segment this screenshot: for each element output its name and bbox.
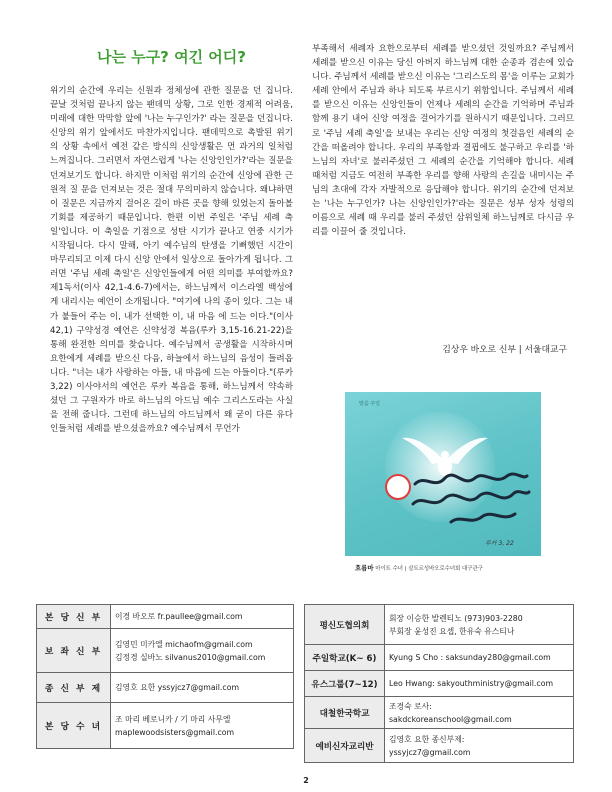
row-label: 본 당 신 부 [37,605,111,629]
staff-directory-table [36,604,294,749]
cover-footer [355,563,483,572]
row-label: 예비신자교리반 [305,729,385,763]
value-line: 김정경 실바노 silvanus2010@gmail.com [115,652,266,662]
value-line: 김영호 요한 종신부제: [389,734,465,744]
value-line: sakdckoreanschool@gmail.com [389,714,512,724]
row-label: 평신도협의회 [305,605,385,645]
row-label: 대철한국학교 [305,697,385,729]
handwriting-graphic [411,470,531,528]
table-row [37,673,294,703]
row-value [385,697,574,729]
value-line: 조 마리 베로니카 / 기 마리 사무엘 [115,714,231,724]
article-byline: 김상우 바오로 신부 | 서울대교구 [442,345,567,355]
value-line: 부회장 윤성진 요셉, 한유숙 유스티나 [389,626,515,636]
table-row [305,645,574,671]
table-row [305,671,574,697]
row-label: 종 신 부 제 [37,673,111,703]
page-number: 2 [303,776,309,785]
table-row [37,703,294,749]
red-circle-badge [385,474,411,500]
cover-publisher: 흐름마 [355,564,374,572]
value-line: 김영민 미카엘 michaofm@gmail.com [115,639,253,649]
cover-publisher-info: 마이트 수녀 | 살트르성바오로수녀회 대구관구 [375,566,483,572]
value-line: maplewoodsisters@gmail.com [115,727,235,737]
article-body-left: 위기의 순간에 우리는 신원과 정체성에 관한 질문을 던 집니다. 끝날 것처럼 끝나지 않는 팬데믹 상황, 그로 인한 경제적 어려움, 미래에 대한 막막함 앞에 '나는 누구인가?' 라는 질문을 던집니다. 신앙의 위기 앞에서도 마찬가지입니다. 팬데믹으로 촉발된 위기의 상황 속에서 예전 같은 방식의 신앙생활은 먼 과거의 일처럼 느껴집니다. 그러면서 자연스럽게 '나는 신앙인인가?'라는 질문을 던져보기도 합니다. 하지만 이처럼 위기의 순간에 신앙에 관한 근원적 질 문을 던져보는 것은 절대 무의미하지 않습니다. 왜냐하면 이 질문은 지금까지 걸어온 길이 바른 곳을 향해 있었는지 돌아볼 기회를 제공하기 때문입니다. 한편 이번 주일은 '주님 세례 축일'입니다. 이 축일을 기점으로 성탄 시기가 끝나고 연중 시기가 시작됩니다. 다시 말해, 아기 예수님의 탄생을 기뻐했던 시간이 마무리되고 이제 다시 신앙 안에서 일상으로 돌아가게 됩니다. 그러면 '주님 세례 축일'은 신앙인들에게 어떤 의미를 부여할까요? 제1독서(이사 42,1-4.6-7)에서는, 하느님께서 이스라엘 백성에게 내리시는 예언이 소개됩니다. "여기에 나의 종이 있다. 그는 내가 붙들어 주는 이, 내가 선택한 이, 내 마음 에 드는 이다."(이사 42,1) 구약성경 예언은 신약성경 복음(루카 3,15-16.21-22)을 통해 완전한 의미를 찾습니다. 예수님께서 공생활을 시작하시며 요한에게 세례를 받으신 다음, 하늘에서 하느님의 음성이 들려옵니다. "너는 내가 사랑하는 아들, 내 마음에 드는 아들이다."(루카 3,22) 이사야서의 예언은 루카 복음을 통해, 하느님께서 약속하셨던 그 구원자가 바로 하느님의 아드님 예수 그리스도라는 사실을 전해 줍니다. 그런데 하느님의 아드님께서 왜 굳이 다른 유다인들처럼 세례를 받으셨을까요? 예수님께서 무언가 [50,86,293,435]
row-label: 유스그룹(7~12) [305,671,385,697]
row-label: 보 좌 신 부 [37,629,111,673]
value-line: Kyung S Cho : saksunday280@gmail.com [389,653,551,662]
row-value [385,729,574,763]
cover-small-text: 말씀 주일 [359,401,380,407]
value-line: 이경 바오로 fr.paullee@gmail.com [115,612,243,621]
value-line: Leo Hwang: sakyouthministry@gmail.com [389,679,554,688]
value-line: 회장 이승한 발렌티노 (973)903-2280 [389,613,523,623]
row-value [111,673,294,703]
value-line: 조경숙 로사: [389,701,432,711]
row-value [111,629,294,673]
article-body-right: 부족해서 세례자 요한으로부터 세례를 받으셨던 것일까요? 주님께서 세례를 받으신 이유는 당신 아버지 하느님께 대한 순종과 겸손에 있습니다. 주님께서 세례를 받으신 이유는 '그리스도의 몸'을 이루는 교회가 세례 안에서 주님과 하나 되도록 부르시기 위함입니다. 주님께서 세례를 받으신 이유는 신앙인들이 언제나 세례의 순간을 기억하며 주님과 함께 용기 내어 신앙 여정을 걸어가기를 원하시기 때문입니다. 그러므로 '주님 세례 축일'을 보내는 우리는 신앙 여정의 첫걸음인 세례의 순간을 떠올려야 합니다. 우리의 부족함과 결핍에도 불구하고 우리를 '하느님의 자녀'로 불러주셨던 그 세례의 순간을 기억해야 합니다. 세례 때처럼 지금도 여전히 부족한 우리를 향해 사랑의 손길을 내미시는 주님의 초대에 각자 자발적으로 응답해야 합니다. 위기의 순간에 던져보는 '나는 누구인가? 나는 신앙인인가?'라는 질문은 성부 성자 성령의 이름으로 세례 때 우리를 불러 주셨던 삼위일체 하느님께로 다시금 우리를 이끌어 줄 것입니다. [312,44,574,238]
article-column-left [50,84,293,436]
table-row [305,729,574,763]
article-column-right [312,42,574,239]
row-label: 주일학교(K~ 6) [305,645,385,671]
row-value [385,645,574,671]
row-value [111,703,294,749]
value-line: yssyjcz7@gmail.com [389,747,471,757]
row-label: 본 당 수 녀 [37,703,111,749]
value-line: 김영호 요한 yssyjcz7@gmail.com [115,683,240,692]
table-row [37,629,294,673]
row-value [111,605,294,629]
table-row [305,605,574,645]
row-value [385,671,574,697]
cover-signature: 루카 3, 22 [485,540,514,547]
ministry-directory-table [304,604,574,763]
book-cover-image [345,392,541,580]
row-value [385,605,574,645]
table-row [37,605,294,629]
table-row [305,697,574,729]
article-title: 나는 누구? 여긴 어디? [97,48,246,66]
